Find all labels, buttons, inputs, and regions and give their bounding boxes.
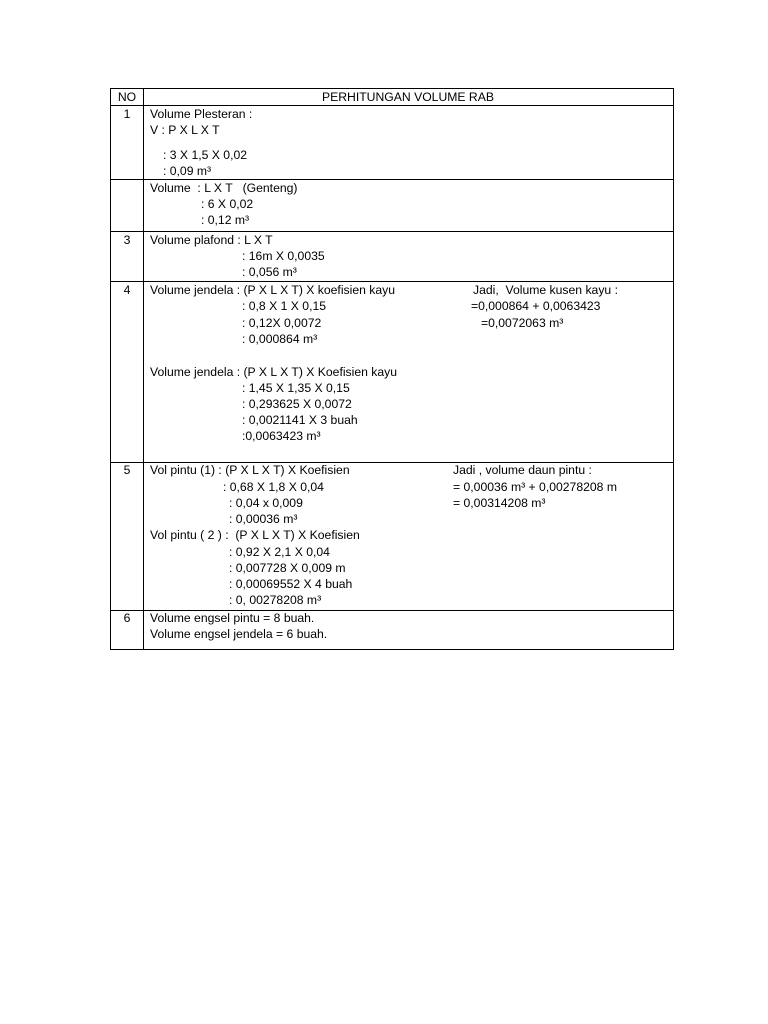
- row-line: Volume jendela : (P X L X T) X koefisien kayu: [150, 283, 396, 297]
- row-line: : 0,056 m³: [242, 265, 297, 279]
- row-line: : 0,000864 m³: [242, 332, 318, 346]
- row-line: : 0,007728 X 0,009 m: [229, 561, 346, 575]
- row-number: 6: [123, 611, 131, 625]
- row-line: V : P X L X T: [150, 123, 220, 137]
- summary-line: Jadi, Volume kusen kayu :: [473, 283, 618, 297]
- row-line: : 0,68 X 1,8 X 0,04: [223, 480, 324, 494]
- row-line: Volume plafond : L X T: [150, 233, 273, 247]
- row-line: : 0,04 x 0,009: [229, 496, 303, 510]
- row-line: Volume engsel pintu = 8 buah.: [150, 611, 315, 625]
- rab-volume-table: [110, 88, 674, 650]
- row-line: : 0,92 X 2,1 X 0,04: [229, 545, 330, 559]
- row-line: : 0, 00278208 m³: [229, 593, 322, 607]
- summary-line: = 0,00036 m³ + 0,00278208 m: [453, 480, 617, 494]
- row-line: : 3 X 1,5 X 0,02: [163, 148, 248, 162]
- row-line: :0,0063423 m³: [242, 429, 321, 443]
- row-line: Vol pintu (1) : (P X L X T) X Koefisien: [150, 463, 350, 477]
- row-number: 5: [123, 463, 131, 477]
- row-line: Volume Plesteran :: [150, 107, 253, 121]
- row-line: : 0,293625 X 0,0072: [242, 397, 352, 411]
- summary-line: = 0,00314208 m³: [453, 496, 546, 510]
- row-line: Volume jendela : (P X L X T) X Koefisien kayu: [150, 365, 398, 379]
- row-line: : 0,12X 0,0072: [242, 316, 322, 330]
- row-line: : 0,09 m³: [163, 164, 212, 178]
- row-number: 3: [123, 233, 131, 247]
- column-divider: [143, 89, 144, 649]
- header-title: PERHITUNGAN VOLUME RAB: [321, 90, 494, 104]
- row-line: Volume engsel jendela = 6 buah.: [150, 627, 328, 641]
- header-no: NO: [117, 90, 137, 104]
- row-line: : 0,00069552 X 4 buah: [229, 577, 353, 591]
- row-line: : 0,00036 m³: [229, 512, 298, 526]
- row-number: 1: [123, 107, 131, 121]
- row-number: 4: [123, 283, 131, 297]
- row-line: : 1,45 X 1,35 X 0,15: [242, 381, 350, 395]
- row-line: Volume : L X T (Genteng): [150, 181, 298, 195]
- summary-line: =0,0072063 m³: [481, 316, 564, 330]
- summary-line: =0,000864 + 0,0063423: [471, 299, 601, 313]
- row-line: : 0,0021141 X 3 buah: [242, 413, 358, 427]
- row-line: Vol pintu ( 2 ) : (P X L X T) X Koefisien: [150, 528, 360, 542]
- row-line: : 16m X 0,0035: [242, 249, 325, 263]
- row-line: : 0,12 m³: [201, 213, 250, 227]
- summary-line: Jadi , volume daun pintu :: [453, 463, 592, 477]
- row-line: : 0,8 X 1 X 0,15: [242, 299, 327, 313]
- row-line: : 6 X 0,02: [201, 197, 254, 211]
